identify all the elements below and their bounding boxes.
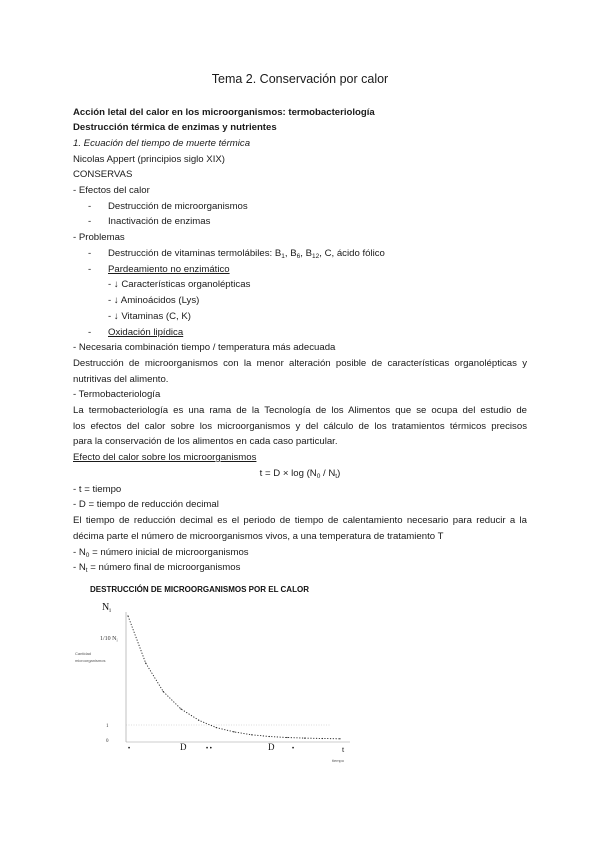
pardeamiento-item: - ↓ Aminoácidos (Lys) — [108, 295, 200, 306]
necesaria-line: - Necesaria combinación tiempo / temperatura más adecuada — [73, 342, 336, 353]
heading-accion-letal: Acción letal del calor en los microorganismos: termobacteriología — [73, 107, 375, 118]
page-title: Tema 2. Conservación por calor — [211, 72, 389, 86]
definition-t: - t = tiempo — [73, 484, 122, 495]
pardeamiento-item: - ↓ Características organolépticas — [108, 279, 251, 290]
curve-point — [339, 738, 340, 739]
survival-curve — [128, 616, 340, 739]
curve-point — [163, 691, 164, 692]
problema-vitaminas: - Destrucción de vitaminas termolábiles: $B_1$, $B_6$, $B_{12}$, C, ácido fólico — [88, 248, 385, 260]
definition-nt: - $N_t$ = número final de microorganismos — [73, 562, 241, 574]
chart-title: DESTRUCCIÓN DE MICROORGANISMOS POR EL CALOR — [90, 585, 309, 594]
curve-point — [251, 734, 252, 735]
definition-n0: - $N_0$ = número inicial de microorganismos — [73, 547, 249, 559]
definition-d: - D = tiempo de reducción decimal — [73, 499, 219, 510]
curve-point — [269, 736, 270, 737]
curve-point — [304, 738, 305, 739]
x-dots: • • — [206, 746, 212, 752]
formula: $t = D \times \log (N_0 / N_t)$ — [259, 468, 341, 480]
tiempo-paragraph-line: décima parte el número de microorganismos vivos, a una temperatura de tratamiento T — [73, 531, 444, 542]
appert-line: Nicolas Appert (principios siglo XIX) — [73, 154, 225, 165]
conservas-line: CONSERVAS — [73, 169, 133, 180]
curve-point — [180, 708, 181, 709]
x-label-d1: D — [180, 742, 187, 752]
efectos-label: - Efectos del calor — [73, 185, 150, 196]
heading-destruccion-termica: Destrucción térmica de enzimas y nutrientes — [73, 122, 277, 133]
x-label-d2: D — [268, 742, 275, 752]
curve-point — [322, 738, 323, 739]
tiempo-paragraph-line: El tiempo de reducción decimal es el periodo de tiempo de calentamiento necesario para reducir a la — [73, 515, 527, 526]
pardeamiento-item: - ↓ Vitaminas (C, K) — [108, 311, 191, 322]
destruccion-paragraph-line: Destrucción de microorganismos con la menor alteración posible de características organolépticas y — [73, 358, 527, 369]
y-tick-0: 0 — [106, 739, 109, 744]
y-tick-1: 1 — [106, 724, 109, 729]
curve-point — [127, 615, 128, 616]
x-dot: • — [292, 746, 295, 752]
termo-paragraph-line: La termobacteriología es una rama de la Tecnología de los Alimentos que se ocupa del estudio de — [73, 405, 527, 416]
curve-point — [198, 720, 199, 721]
destruccion-paragraph-line: nutritivas del alimento. — [73, 374, 169, 385]
curve-point — [286, 737, 287, 738]
x-dot: • — [128, 746, 131, 752]
problemas-label: - Problemas — [73, 232, 125, 243]
section-ecuacion: 1. Ecuación del tiempo de muerte térmica — [73, 138, 251, 149]
problema-oxidacion: - Oxidación lipídica — [88, 327, 184, 338]
curve-point — [145, 663, 146, 664]
y-axis-label: microorganismos — [75, 658, 106, 663]
termobacteriologia-label: - Termobacteriología — [73, 389, 161, 400]
efecto-item: - Destrucción de microorganismos — [88, 201, 248, 212]
efecto-calor-heading: Efecto del calor sobre los microorganismos — [73, 452, 257, 463]
destruction-chart — [70, 582, 370, 777]
x-axis-label: tiempo — [332, 758, 345, 763]
termo-paragraph-line: los efectos del calor sobre los microorganismos y del cálculo de los tratamientos térmicos precisos — [73, 421, 527, 432]
termo-paragraph-line: para la conservación de los alimentos en cada caso particular. — [73, 436, 338, 447]
y-label-ni: $N_i$ — [102, 602, 111, 614]
y-label-tenth: 1/10 $N_i$ — [100, 636, 118, 643]
problema-pardeamiento: - Pardeamiento no enzimático — [88, 264, 230, 275]
curve-point — [216, 727, 217, 728]
efecto-item: - Inactivación de enzimas — [88, 216, 211, 227]
y-axis-label: Cantidad — [75, 651, 92, 656]
curve-point — [233, 731, 234, 732]
x-label-t: t — [342, 745, 345, 754]
